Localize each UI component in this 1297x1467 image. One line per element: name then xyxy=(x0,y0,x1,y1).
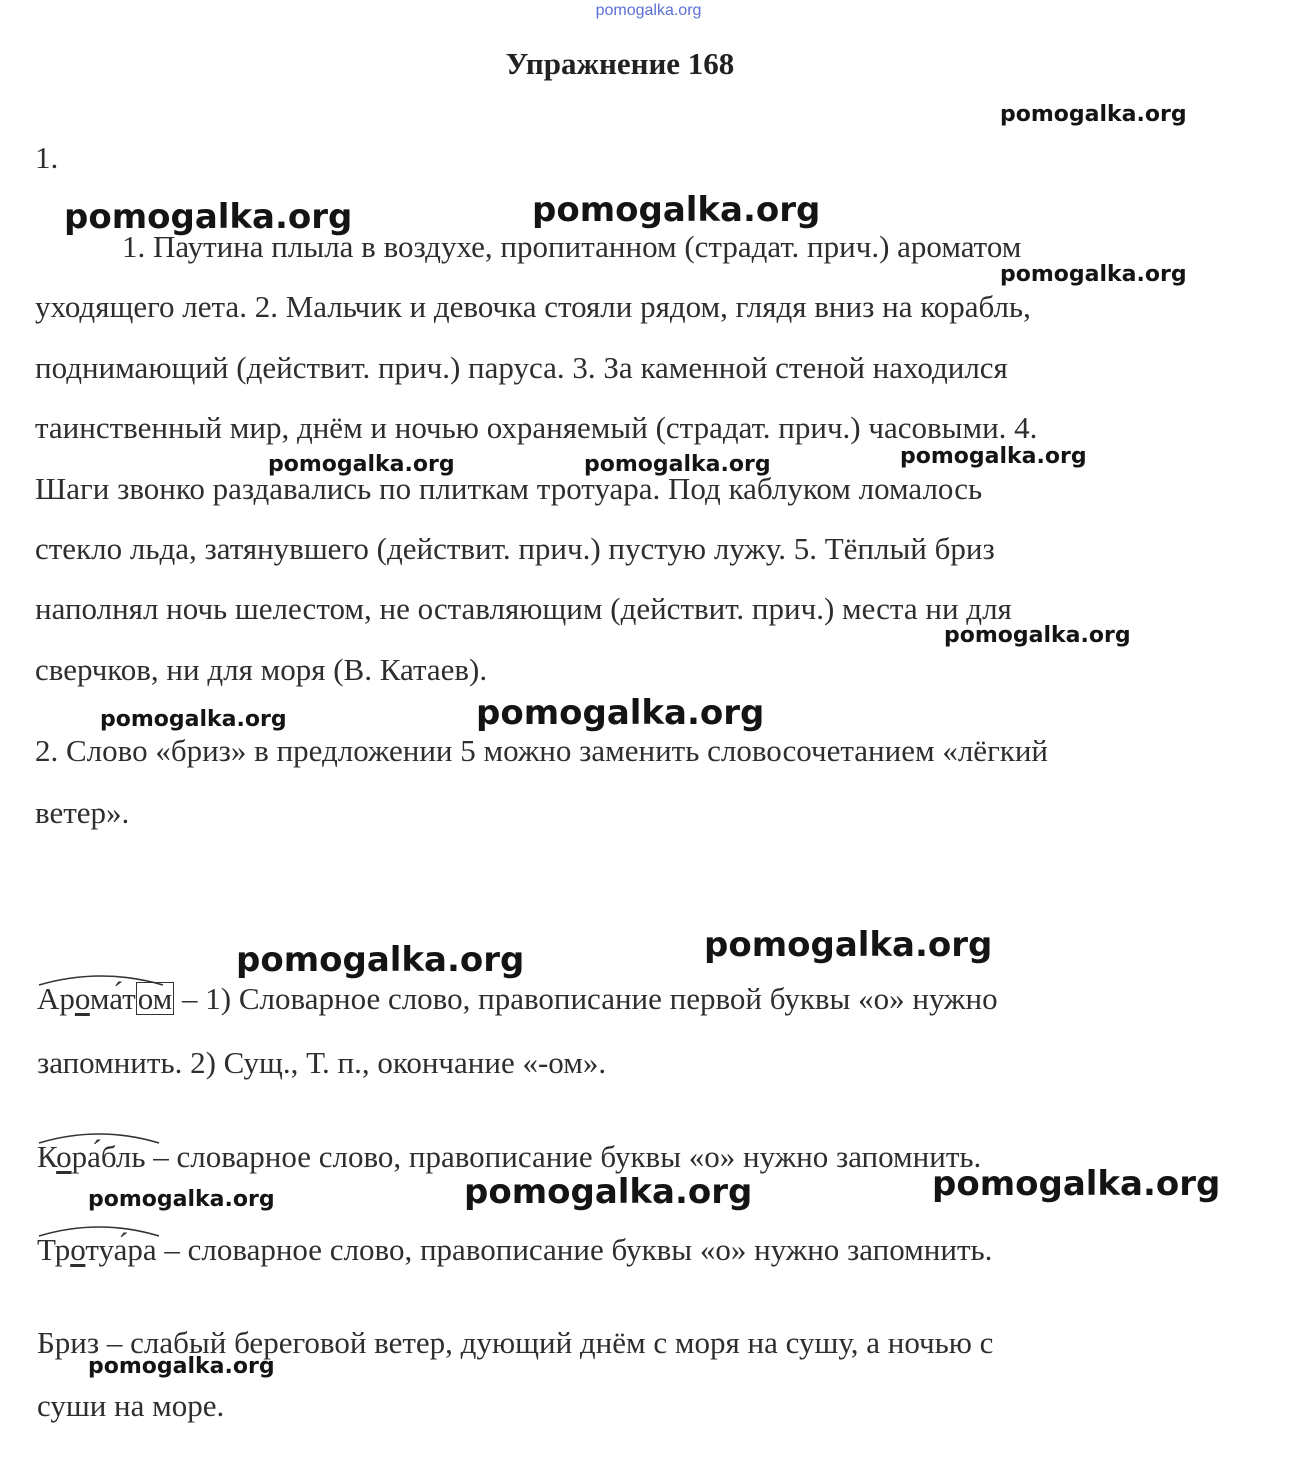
text-line: ветер». xyxy=(35,795,130,830)
top-watermark: pomogalka.org xyxy=(595,2,702,19)
text-line: поднимающий (действит. прич.) паруса. 3. За каменной стеной находился xyxy=(35,350,1008,385)
root-arc-icon xyxy=(37,971,165,987)
underlined-letter: о xyxy=(56,1139,72,1174)
ending-box: ом xyxy=(137,981,173,1016)
text-line: 2. Слово «бриз» в предложении 5 можно заменить словосочетанием «лёгкий xyxy=(35,733,1049,768)
watermark: pomogalka.org xyxy=(932,1164,1221,1204)
watermark: pomogalka.org xyxy=(1000,262,1187,287)
watermark: pomogalka.org xyxy=(900,444,1087,469)
watermark: pomogalka.org xyxy=(1000,102,1187,127)
word-analysis-aromatom: Арома́том – 1) Словарное слово, правописание первой буквы «о» нужно xyxy=(37,981,998,1017)
text-line: таинственный мир, днём и ночью охраняемый (страдат. прич.) часовыми. 4. xyxy=(35,410,1038,445)
page-title: Упражнение 168 xyxy=(505,46,735,81)
text-line: суши на море. xyxy=(37,1388,225,1423)
watermark: pomogalka.org xyxy=(88,1187,275,1212)
section-1-number: 1. xyxy=(35,140,59,175)
watermark: pomogalka.org xyxy=(704,925,993,965)
text-line: наполнял ночь шелестом, не оставляющим (действит. прич.) места ни для xyxy=(35,591,1012,626)
text-line: стекло льда, затянувшего (действит. прич.) пустую лужу. 5. Тёплый бриз xyxy=(35,531,995,566)
text-line: 1. Паутина плыла в воздухе, пропитанном (страдат. прич.) ароматом xyxy=(122,229,1022,264)
watermark: pomogalka.org xyxy=(944,623,1131,648)
watermark: pomogalka.org xyxy=(584,452,771,477)
word-analysis-korabl: Кора́бль – словарное слово, правописание буквы «о» нужно запомнить. xyxy=(37,1139,981,1175)
watermark: pomogalka.org xyxy=(236,940,525,980)
underlined-letter: о xyxy=(70,1232,86,1267)
word-korabl: Кора́бль xyxy=(37,1139,146,1175)
root-arc-icon xyxy=(37,1129,161,1145)
text-line: уходящего лета. 2. Мальчик и девочка стояли рядом, глядя вниз на корабль, xyxy=(35,289,1031,324)
word-aromatom: Арома́том xyxy=(37,981,174,1017)
watermark: pomogalka.org xyxy=(268,452,455,477)
watermark: pomogalka.org xyxy=(88,1354,275,1379)
text-line: сверчков, ни для моря (В. Катаев). xyxy=(35,652,488,687)
watermark: pomogalka.org xyxy=(532,190,821,230)
text-line: Шаги звонко раздавались по плиткам тротуара. Под каблуком ломалось xyxy=(35,471,983,506)
text-line: запомнить. 2) Сущ., Т. п., окончание «-ом». xyxy=(37,1045,607,1080)
watermark: pomogalka.org xyxy=(476,693,765,733)
word-trotuara: Тротуа́ра xyxy=(37,1232,157,1268)
text-line: Бриз – слабый береговой ветер, дующий днём с моря на сушу, а ночью с xyxy=(37,1325,994,1360)
word-analysis-trotuara: Тротуа́ра – словарное слово, правописание буквы «о» нужно запомнить. xyxy=(37,1232,992,1268)
watermark: pomogalka.org xyxy=(464,1172,753,1212)
underlined-letter: о xyxy=(74,981,90,1016)
watermark: pomogalka.org xyxy=(64,197,353,237)
watermark: pomogalka.org xyxy=(100,707,287,732)
root-arc-icon xyxy=(37,1222,161,1238)
